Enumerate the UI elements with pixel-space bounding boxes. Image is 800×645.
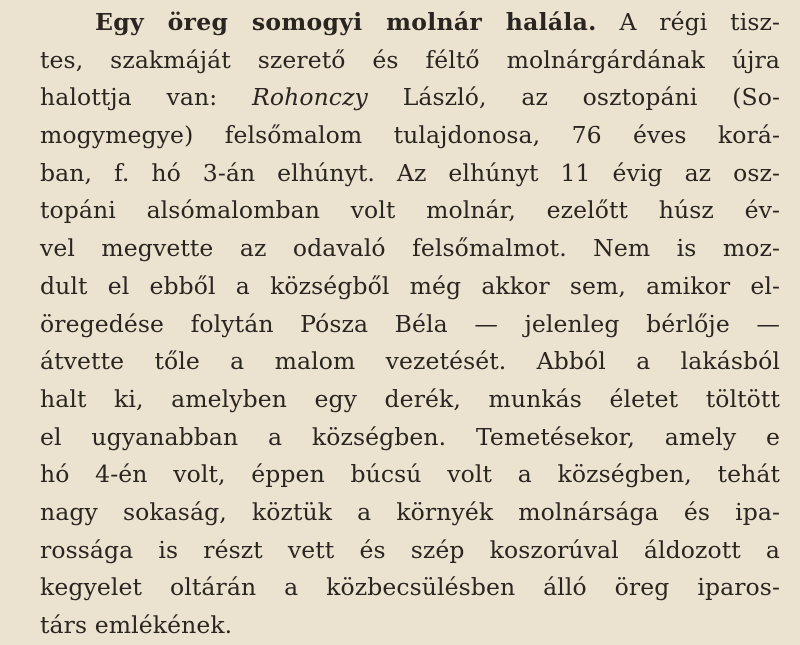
article-line-5: ban, f. hó 3-án elhúnyt. Az elhúnyt 11 évig az osz- [40,158,780,187]
article-line-13: hó 4-én volt, éppen búcsú volt a községben, tehát [40,460,780,489]
article-column [40,4,780,645]
article-line-text-post: László, az osztopáni (So- [367,83,780,112]
article-headline: Egy öreg somogyi molnár halála. [95,8,597,36]
article-line-12: el ugyanabban a községben. Temetésekor, amely e [40,422,780,451]
article-line-17: társ emlékének. [40,611,233,639]
person-name-italic: Rohonczy [252,83,368,112]
article-line-14: nagy sokaság, köztük a környék molnársága és ipa- [40,497,780,526]
article-line-text-pre: halottja van: [40,83,253,112]
article-line-15: rossága is részt vett és szép koszorúval áldozott a [40,535,780,564]
article-line-10: átvette tőle a malom vezetését. Abból a lakásból [40,347,780,376]
article-line-7: vel megvette az odavaló felsőmalmot. Nem is moz- [40,234,780,263]
article-line-16: kegyelet oltárán a közbecsülésben álló öreg iparos- [40,573,780,602]
article-line-11: halt ki, amelyben egy derék, munkás életet töltött [40,384,780,413]
article-line-3 [40,79,780,117]
article-line-1 [40,4,780,42]
article-line-9: öregedése folytán Pósza Béla — jelenleg bérlője — [40,309,780,338]
article-line-6: topáni alsómalomban volt molnár, ezelőtt húsz év- [40,196,780,225]
article-line-2: tes, szakmáját szerető és féltő molnárgárdának újra [40,45,780,74]
article-line-text: A régi tisz- [619,8,780,36]
article-line-8: dult el ebből a községből még akkor sem, amikor el- [40,271,780,300]
article-line-4: mogymegye) felsőmalom tulajdonosa, 76 éves korá- [40,121,780,150]
